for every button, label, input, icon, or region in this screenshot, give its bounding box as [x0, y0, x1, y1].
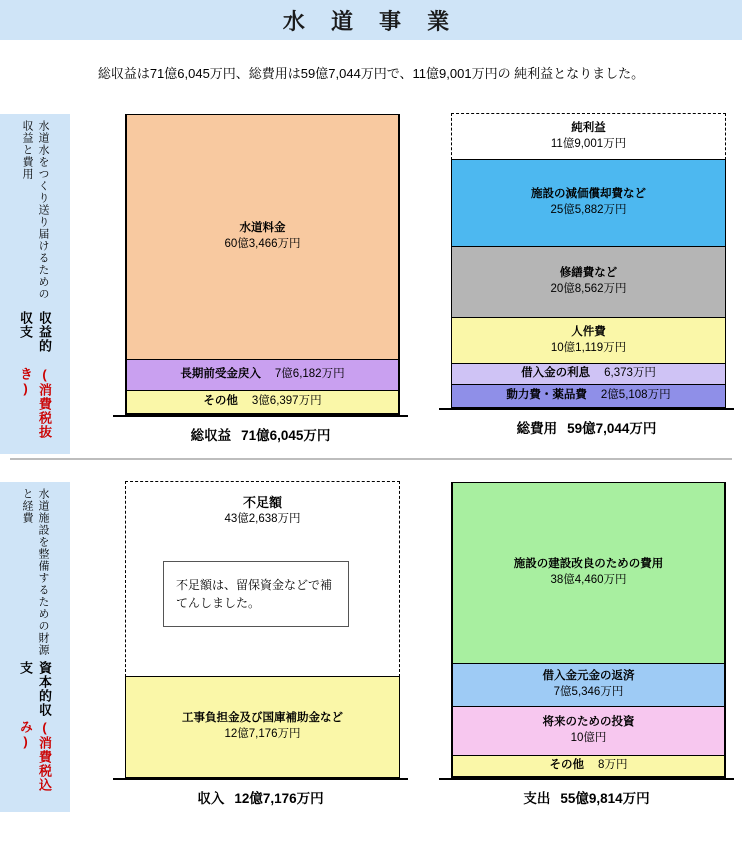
segment-label: 人件費: [571, 325, 606, 338]
segment-value: 8万円: [598, 759, 628, 772]
total-value: 59億7,044万円: [567, 421, 657, 436]
section-divider: [10, 458, 732, 460]
segment-label: 施設の建設改良のための費用: [513, 558, 664, 571]
segment-label: 工事負担金及び国庫補助金など: [182, 712, 343, 725]
stack-capital-income: [125, 481, 400, 778]
segment-label: 借入金元金の返済: [542, 670, 635, 683]
segment-label: 動力費・薬品費: [506, 389, 587, 402]
segment-personnel-cost: [451, 317, 726, 364]
segment-loan-interest: [451, 363, 726, 385]
segment-value: 43億2,638万円: [224, 512, 301, 525]
segment-label: 修繕費など: [559, 267, 618, 280]
total-label-expense: [439, 417, 734, 437]
stack-total-expense: [451, 113, 726, 408]
bar-total-revenue: [105, 96, 416, 444]
segment-label: その他: [203, 395, 238, 408]
bar-capital-income: [105, 472, 416, 807]
segment-label: その他: [549, 759, 585, 772]
side-label-line2: 収益的収支: [18, 311, 52, 354]
bar-total-expense: [431, 96, 742, 444]
segment-value: 7億6,182万円: [274, 368, 345, 381]
total-value: 12億7,176万円: [234, 791, 324, 806]
baseline-axis: [439, 778, 734, 780]
baseline-axis: [113, 778, 408, 780]
segment-value: 3億6,397万円: [251, 395, 322, 408]
side-label-line2-red: (消費税抜き): [18, 366, 52, 439]
segment-net-profit: [451, 113, 726, 160]
segment-other-revenue: [126, 390, 399, 414]
segment-label: 将来のための投資: [542, 716, 635, 729]
segment-water-charge: [126, 114, 399, 360]
segment-value: 20億8,562万円: [550, 283, 627, 295]
total-name: 総収益: [190, 428, 232, 443]
total-name: 総費用: [516, 421, 558, 436]
total-name: 収入: [197, 791, 225, 806]
baseline-axis: [439, 408, 734, 410]
side-label-line1: 水道施設を整備するための財源と経費: [21, 488, 49, 656]
segment-other-capital: [452, 755, 725, 777]
section-revenue-expense: [0, 96, 742, 444]
segment-value: 6,373万円: [604, 367, 656, 380]
segment-construction-subsidy: [125, 676, 400, 778]
segment-value: 7億5,346万円: [553, 686, 624, 698]
segment-construction-improvement: [452, 482, 725, 664]
segment-label: 借入金の利息: [521, 367, 591, 380]
side-label-line2-red: (消費税込み): [18, 719, 52, 792]
side-label-line1: 水道水をつくり送り届けるための収益と費用: [21, 120, 49, 300]
segment-label: 不足額: [242, 495, 282, 510]
section-capital-revenue-expense: [0, 472, 742, 807]
total-name: 支出: [523, 791, 551, 806]
total-label-revenue: [113, 424, 408, 444]
segment-label: 施設の減価償却費など: [531, 188, 646, 201]
side-label-line2: 資本的収支: [18, 660, 52, 717]
segment-long-term-prepaid: [126, 359, 399, 391]
segment-value: 12億7,176万円: [224, 728, 301, 740]
segment-depreciation: [451, 159, 726, 247]
side-label-revenue: [0, 114, 70, 454]
charts-revenue-expense: [80, 96, 742, 444]
segment-value: 11億9,001万円: [550, 137, 627, 150]
page-header: [0, 0, 742, 41]
shortfall-note-box: 不足額は、留保資金などで補てんしました。: [163, 561, 349, 627]
segment-future-investment: [452, 706, 725, 756]
segment-value: 10億円: [570, 732, 607, 744]
side-label-capital: [0, 482, 70, 812]
segment-value: 10億1,119万円: [550, 341, 627, 354]
stack-total-revenue: [125, 114, 400, 415]
segment-label: 純利益: [571, 121, 606, 134]
page-title: 水 道 事 業: [282, 8, 460, 34]
bar-capital-expense: [431, 472, 742, 807]
segment-value: 60億3,466万円: [224, 238, 301, 250]
charts-capital: [80, 472, 742, 807]
total-label-capital-income: [113, 787, 408, 807]
segment-principal-repayment: [452, 663, 725, 707]
total-value: 71億6,045万円: [241, 428, 331, 443]
segment-value: 25億5,882万円: [550, 204, 627, 216]
segment-label: 長期前受金戻入: [180, 368, 261, 381]
segment-power-chemicals: [451, 384, 726, 408]
segment-label: 水道料金: [239, 222, 286, 235]
segment-value: 38億4,460万円: [550, 574, 627, 586]
lead-sentence: 総収益は71億6,045万円、総費用は59億7,044万円で、11億9,001万円の 純利益となりました。: [97, 66, 645, 81]
total-label-capital-expense: [439, 787, 734, 807]
stack-capital-expense: [451, 482, 726, 778]
segment-value: 2億5,108万円: [600, 389, 671, 402]
total-value: 55億9,814万円: [560, 791, 650, 806]
baseline-axis: [113, 415, 408, 417]
segment-repair-cost: [451, 246, 726, 318]
